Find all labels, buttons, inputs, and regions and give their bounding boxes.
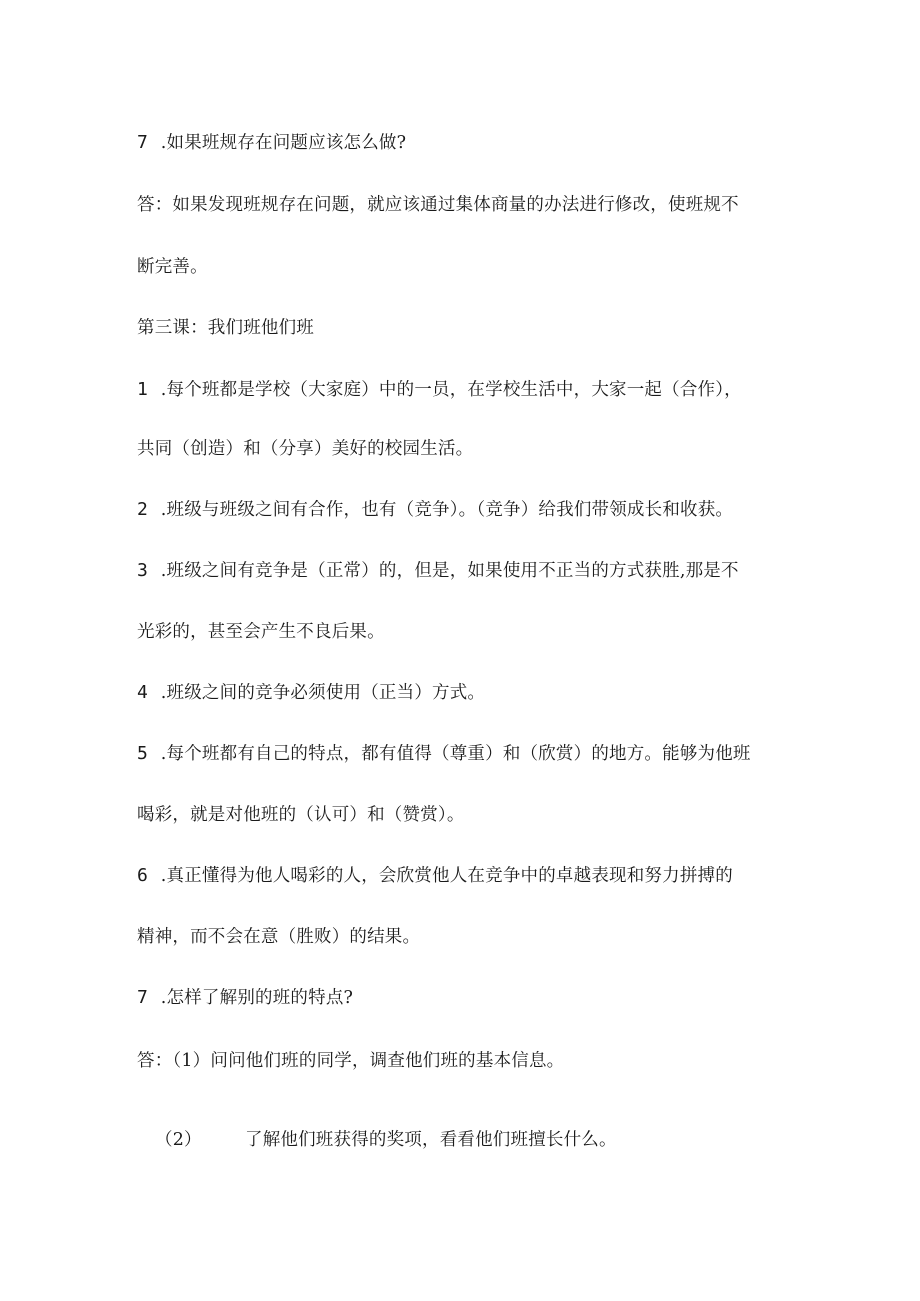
item-6-line-1 <box>137 864 797 888</box>
item-2 <box>137 498 797 522</box>
item-5-line-2 <box>137 803 797 827</box>
line-text: .真正懂得为他人喝彩的人，会欣赏他人在竞争中的卓越表现和努力拼搏的 <box>155 866 733 886</box>
item-4 <box>137 681 797 705</box>
answer-rules-line-2 <box>137 255 797 279</box>
line-text: 了解他们班获得的奖项，看看他们班擅长什么。 <box>245 1130 617 1150</box>
line-text: 断完善。 <box>137 257 208 277</box>
item-number: 3 <box>137 560 149 581</box>
question-7-classes <box>137 986 797 1010</box>
line-text: 喝彩，就是对他班的（认可）和（赞赏）。 <box>137 805 465 825</box>
lesson-heading <box>137 316 797 340</box>
item-1-line-1 <box>137 378 797 402</box>
item-number: 7 <box>137 987 149 1008</box>
line-text: .班级与班级之间有合作，也有（竞争）。（竞争）给我们带领成长和收获。 <box>155 500 734 520</box>
item-number: 5 <box>137 743 149 764</box>
answer-classes-line-1 <box>137 1049 797 1073</box>
item-3-line-2 <box>137 620 797 644</box>
line-text: .每个班都是学校（大家庭）中的一员，在学校生活中，大家一起（合作）， <box>155 380 742 400</box>
line-text: .如果班规存在问题应该怎么做? <box>155 133 407 153</box>
item-number: 6 <box>137 865 149 886</box>
item-number: 1 <box>137 379 149 400</box>
question-7-rules <box>137 131 797 155</box>
item-1-line-2 <box>137 437 797 461</box>
item-number: 4 <box>137 682 149 703</box>
item-number: 7 <box>137 132 149 153</box>
answer-classes-line-2 <box>155 1128 815 1152</box>
line-text: 精神，而不会在意（胜败）的结果。 <box>137 927 421 947</box>
answer-rules-line-1 <box>137 193 797 217</box>
line-text: .怎样了解别的班的特点? <box>155 988 354 1008</box>
item-6-line-2 <box>137 925 797 949</box>
line-text: 答：如果发现班规存在问题，就应该通过集体商量的办法进行修改，使班规不 <box>137 195 739 215</box>
item-number: 2 <box>137 499 149 520</box>
sub-item-label: （2） <box>155 1130 202 1150</box>
line-text: .每个班都有自己的特点，都有值得（尊重）和（欣赏）的地方。能够为他班 <box>155 744 751 764</box>
line-text: 答：（1）问问他们班的同学，调查他们班的基本信息。 <box>137 1051 565 1071</box>
line-text: .班级之间有竞争是（正常）的，但是，如果使用不正当的方式获胜,那是不 <box>155 561 739 581</box>
line-text: 共同（创造）和（分享）美好的校园生活。 <box>137 439 474 459</box>
line-text: 光彩的，甚至会产生不良后果。 <box>137 622 385 642</box>
line-text: .班级之间的竞争必须使用（正当）方式。 <box>155 683 486 703</box>
line-text: 第三课：我们班他们班 <box>137 318 314 338</box>
item-5-line-1 <box>137 742 797 766</box>
item-3-line-1 <box>137 559 797 583</box>
